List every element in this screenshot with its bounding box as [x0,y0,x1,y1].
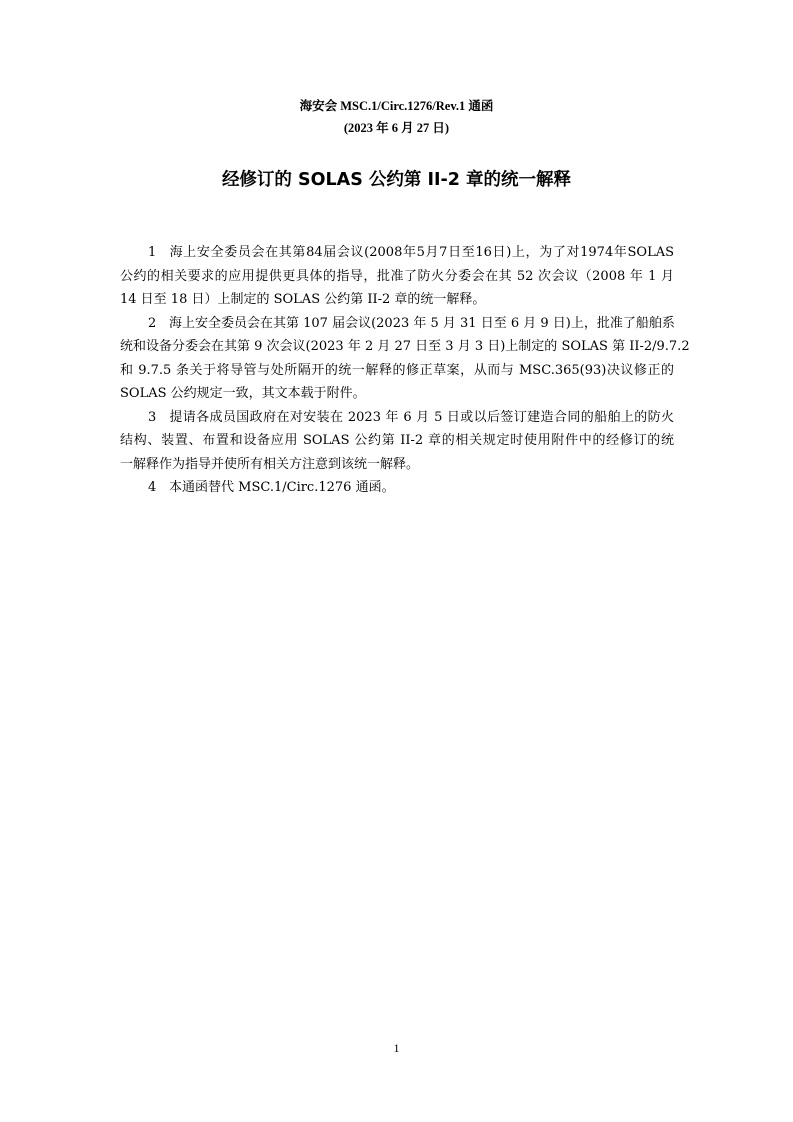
paragraph-2-line-4: SOLAS 公约规定一致，其文本载于附件。 [120,386,366,401]
paragraph-1-line-3: 14 日至 18 日）上制定的 SOLAS 公约第 II-2 章的统一解释。 [120,292,486,307]
circular-reference: 海安会 MSC.1/Circ.1276/Rev.1 通函 [299,99,494,113]
paragraph-1-line-2: 公约的相关要求的应用提供更具体的指导，批准了防火分委会在其 52 次会议（2008 年 1 月 [120,268,674,284]
document-title: 经修订的 SOLAS 公约第 II-2 章的统一解释 [221,170,572,190]
paragraph-3-line-2: 结构、装置、布置和设备应用 SOLAS 公约第 II-2 章的相关规定时使用附件中的经修订的统 [120,433,674,448]
paragraph-3-number: 3 [148,409,157,425]
paragraph-2-line-1 [120,312,674,336]
circular-date: (2023 年 6 月 27 日) [343,121,450,135]
paragraph-4-line-1 [120,476,674,500]
paragraph-2-text: 海上安全委员会在其第 107 届会议(2023 年 5 月 31 日至 6 月 9 日)上，批准了船舶系 [169,315,675,331]
paragraph-1-text: 海上安全委员会在其第84届会议(2008年5月7日至16日)上，为了对1974年SOLAS [169,245,674,260]
paragraph-2-line-2: 统和设备分委会在其第 9 次会议(2023 年 2 月 27 日至 3 月 3 日)上制定的 SOLAS 第 II-2/9.7.2 [120,339,690,354]
page-number: 1 [393,1041,400,1055]
paragraph-2-line-3: 和 9.7.5 条关于将导管与处所隔开的统一解释的修正草案，从而与 MSC.365(93)决议修正的 [120,362,674,378]
paragraph-1-line-1 [120,241,674,265]
paragraph-3-line-3: 一解释作为指导并使所有相关方注意到该统一解释。 [120,456,420,472]
paragraph-4-number: 4 [148,480,157,495]
paragraph-4-text: 本通函替代 MSC.1/Circ.1276 通函。 [169,480,395,495]
paragraph-3-text: 提请各成员国政府在对安装在 2023 年 6 月 5 日或以后签订建造合同的船舶上的防火 [169,409,674,425]
document-body [120,241,690,500]
paragraph-3-line-1 [120,406,674,430]
paragraph-2-number: 2 [148,315,157,331]
paragraph-1-number: 1 [148,245,157,260]
